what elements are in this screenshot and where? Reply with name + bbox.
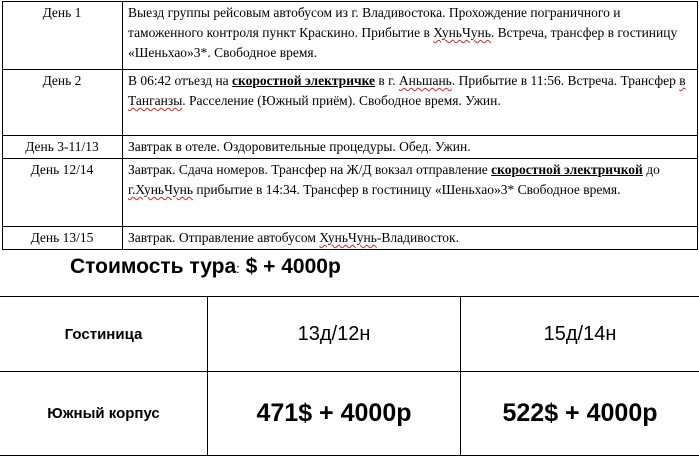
description-text: Завтрак. Сдача номеров. Трансфер на Ж/Д вокзал отправление [128,162,491,177]
itinerary-day: День 1 [3,2,123,70]
price-13-cell: 471$ + 4000р [208,372,461,456]
itinerary-row [3,227,698,250]
price-header-row [0,297,699,372]
description-text: в Танганзы [128,73,686,108]
description-text: в г. [375,73,399,88]
price-table [0,296,699,456]
itinerary-day: День 2 [3,70,123,136]
duration-13-header: 13д/12н [208,297,461,372]
description-text: ХуньЧунь [319,230,377,245]
hotel-name-cell: Южный корпус [0,372,208,456]
itinerary-row [3,2,698,70]
description-text: . Свободное время. [207,45,317,60]
description-text: В 06:42 отъезд на [128,73,232,88]
description-text: прибытие в 14:34. Трансфер в гостиницу «Шеньхао»3* Свободное время. [193,182,621,197]
description-text: ХуньЧунь [433,25,491,40]
tour-cost-title [70,255,341,279]
itinerary-description [123,2,698,70]
itinerary-row [3,136,698,159]
itinerary-description [123,227,698,250]
description-text: . Расселение (Южный приём). Свободное время. Ужин. [182,93,500,108]
description-text: до [643,162,660,177]
itinerary-day: День 3-11/13 [3,136,123,159]
itinerary-description [123,136,698,159]
description-text: Аньшань [399,73,452,88]
itinerary-day: День 12/14 [3,159,123,227]
description-text: «Шеньхао»3* [128,45,207,60]
tour-cost-colon: : [236,261,240,276]
description-text: скоростной электричке [232,73,375,88]
itinerary-description [123,70,698,136]
hotel-column-header: Гостиница [0,297,208,372]
price-15-cell: 522$ + 4000р [461,372,699,456]
description-text: г.ХуньЧунь [128,182,193,197]
tour-cost-value: $ + 4000р [240,255,341,278]
itinerary-row [3,159,698,227]
description-text: скоростной электричкой [491,162,643,177]
description-text: Выезд группы рейсовым автобусом из г. Владивостока. Прохождение пограничного и таможенного контроля пункт Краскино. Прибытие в [128,5,620,40]
itinerary-description [123,159,698,227]
itinerary-row [3,70,698,136]
itinerary-table [2,1,698,250]
description-text: . Прибытие в 11:56. Встреча. Трансфер [452,73,679,88]
tour-cost-label: Стоимость тура [70,255,236,278]
description-text: . Встреча, трансфер в гостиницу [491,25,677,40]
description-text: Завтрак. Отправление автобусом [128,230,319,245]
description-text: -Владивосток. [377,230,459,245]
description-text: Завтрак в отеле. Оздоровительные процедуры. Обед. Ужин. [128,139,471,154]
itinerary-day: День 13/15 [3,227,123,250]
price-row [0,372,699,456]
duration-15-header: 15д/14н [461,297,699,372]
